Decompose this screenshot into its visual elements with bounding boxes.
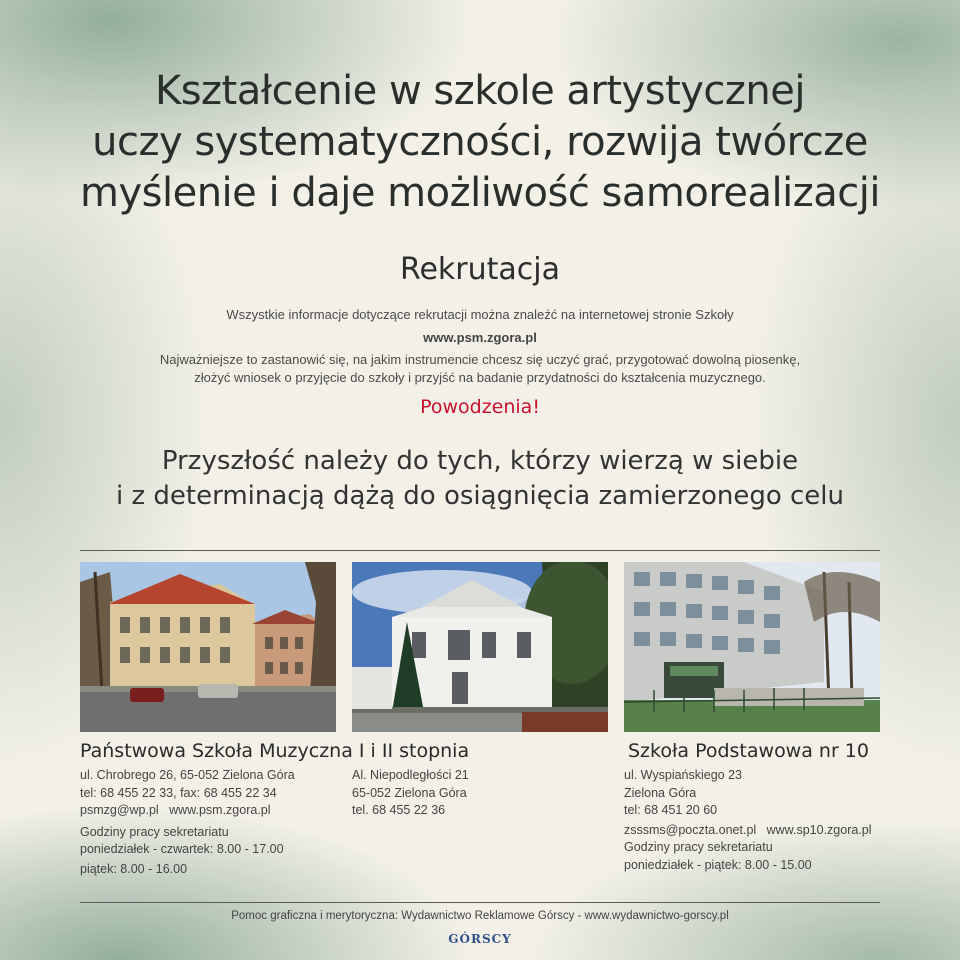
- headline-line-3: myślenie i daje możliwość samorealizacji: [80, 170, 880, 216]
- recruitment-advice-line-2: złożyć wniosek o przyjęcie do szkoły i przyjść na badanie przydatności do kształcenia muzycznego.: [194, 370, 766, 385]
- music-school-name: Państwowa Szkoła Muzyczna I i II stopnia: [80, 740, 470, 762]
- music-school-contact: [80, 767, 295, 878]
- primary-school-address-city: Zielona Góra: [624, 785, 697, 800]
- music-school-address: ul. Chrobrego 26, 65-052 Zielona Góra: [80, 768, 295, 782]
- primary-school-hours: poniedziałek - piątek: 8.00 - 15.00: [624, 857, 812, 872]
- motto-quote: [40, 444, 920, 514]
- music-school-hours-label: Godziny pracy sekretariatu: [80, 824, 229, 839]
- primary-school-photo: [624, 562, 880, 732]
- footer-credit: Pomoc graficzna i merytoryczna: Wydawnictwo Reklamowe Górscy - www.wydawnictwo-gorscy.pl: [231, 910, 729, 922]
- primary-school-website-link[interactable]: www.sp10.zgora.pl: [766, 822, 872, 837]
- primary-school-contact: [624, 767, 872, 874]
- primary-school-address-street: ul. Wyspiańskiego 23: [624, 768, 743, 782]
- recruitment-url-link[interactable]: www.psm.zgora.pl: [423, 330, 537, 345]
- music-school-links: [80, 802, 295, 820]
- recruitment-advice-line-1: Najważniejsze to zastanowić się, na jakim instrumencie chcesz się uczyć grać, przygotować dowolną piosenkę,: [159, 352, 801, 367]
- music-school-photo: [80, 562, 336, 732]
- music-school-hours-fri: piątek: 8.00 - 16.00: [80, 861, 188, 876]
- music-school-branch-photo: [352, 562, 608, 732]
- publisher-logo: GÓRSCY: [448, 932, 512, 946]
- music-school-phone: tel: 68 455 22 33, fax: 68 455 22 34: [80, 785, 277, 800]
- branch-address-city: 65-052 Zielona Góra: [352, 785, 467, 800]
- headline-line-2: uczy systematyczności, rozwija twórcze: [92, 119, 868, 165]
- music-school-website-link[interactable]: www.psm.zgora.pl: [169, 803, 271, 817]
- primary-school-phone: tel: 68 451 20 60: [624, 803, 718, 817]
- motto-line-1: Przyszłość należy do tych, którzy wierzą w siebie: [161, 446, 799, 476]
- motto-line-2: i z determinacją dążą do osiągnięcia zamierzonego celu: [116, 481, 844, 511]
- good-luck-text: Powodzenia!: [420, 396, 540, 418]
- top-divider: [80, 550, 880, 551]
- branch-phone: tel. 68 455 22 36: [352, 803, 446, 817]
- recruitment-title: Rekrutacja: [399, 252, 561, 287]
- headline-line-1: Kształcenie w szkole artystycznej: [154, 68, 805, 114]
- music-school-branch-contact: [352, 767, 469, 820]
- primary-school-email-link[interactable]: zsssms@poczta.onet.pl: [624, 822, 757, 837]
- recruitment-url-row: [0, 330, 960, 345]
- music-school-email-link[interactable]: psmzg@wp.pl: [80, 803, 159, 817]
- primary-school-name: Szkoła Podstawowa nr 10: [628, 740, 869, 762]
- primary-school-links: [624, 822, 872, 840]
- music-school-hours-mon-thu: poniedziałek - czwartek: 8.00 - 17.00: [80, 842, 284, 856]
- primary-school-hours-label: Godziny pracy sekretariatu: [624, 840, 773, 854]
- bottom-divider: [80, 902, 880, 903]
- recruitment-info: Wszystkie informacje dotyczące rekrutacji można znaleźć na internetowej stronie Szkoły: [226, 307, 734, 322]
- branch-address-street: Al. Niepodległości 21: [352, 768, 469, 782]
- headline: [40, 66, 920, 219]
